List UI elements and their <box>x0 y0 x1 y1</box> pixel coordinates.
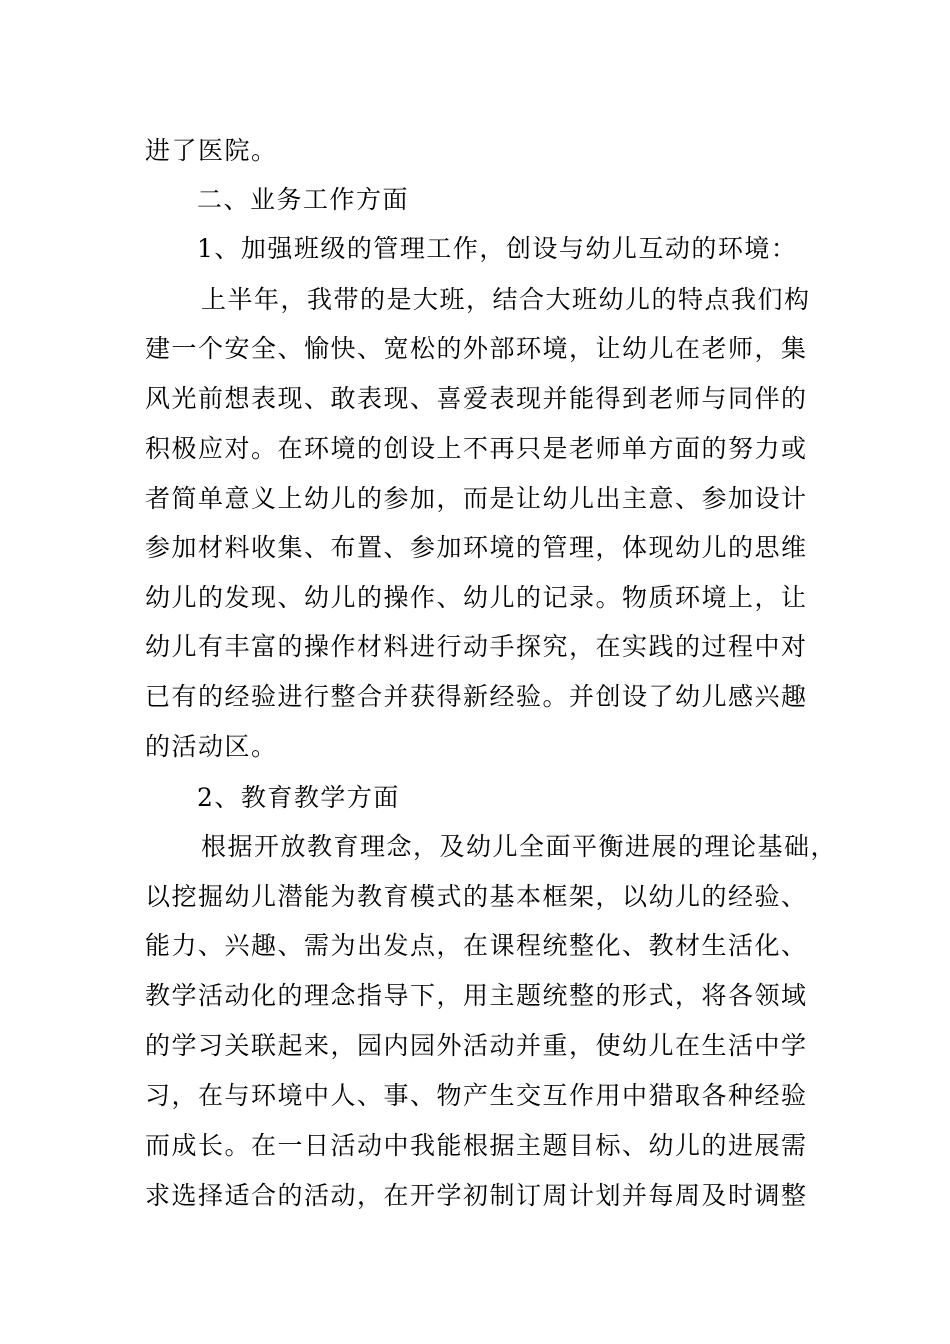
paragraph-line: 根据开放教育理念，及幼儿全面平衡进展的理论基础， <box>201 832 838 861</box>
paragraph-line: 教学活动化的理念指导下，用主题统整的形式，将各领域 <box>145 981 808 1010</box>
paragraph-line: 习，在与环境中人、事、物产生交互作用中猎取各种经验 <box>145 1081 808 1110</box>
paragraph-line: 上半年，我带的是大班，结合大班幼儿的特点我们构 <box>201 285 811 314</box>
paragraph-line: 的学习关联起来，园内园外活动并重，使幼儿在生活中学 <box>145 1031 808 1060</box>
subsection-heading: 1、加强班级的管理工作，创设与幼儿互动的环境： <box>197 234 798 263</box>
paragraph-line: 者简单意义上幼儿的参加，而是让幼儿出主意、参加设计 <box>145 484 808 513</box>
paragraph-line: 能力、兴趣、需为出发点，在课程统整化、教材生活化、 <box>145 931 808 960</box>
text-line: 进了医院。 <box>145 136 278 165</box>
paragraph-line: 的活动区。 <box>145 732 278 761</box>
paragraph-line: 参加材料收集、布置、参加环境的管理，体现幼儿的思维 <box>145 533 808 562</box>
paragraph-line: 幼儿的发现、幼儿的操作、幼儿的记录。物质环境上，让 <box>145 583 808 612</box>
paragraph-line: 已有的经验进行整合并获得新经验。并创设了幼儿感兴趣 <box>145 682 808 711</box>
paragraph-line: 建一个安全、愉快、宽松的外部环境，让幼儿在老师，集 <box>145 334 808 363</box>
paragraph-line: 积极应对。在环境的创设上不再只是老师单方面的努力或 <box>145 434 808 463</box>
paragraph-line: 求选择适合的活动，在开学初制订周计划并每周及时调整 <box>145 1181 808 1210</box>
section-heading: 二、业务工作方面 <box>197 185 410 214</box>
paragraph-line: 风光前想表现、敢表现、喜爱表现并能得到老师与同伴的 <box>145 384 808 413</box>
paragraph-line: 而成长。在一日活动中我能根据主题目标、幼儿的进展需 <box>145 1131 808 1160</box>
subsection-heading: 2、教育教学方面 <box>197 783 400 812</box>
paragraph-line: 幼儿有丰富的操作材料进行动手探究，在实践的过程中对 <box>145 632 808 661</box>
paragraph-line: 以挖掘幼儿潜能为教育模式的基本框架，以幼儿的经验、 <box>145 882 808 911</box>
